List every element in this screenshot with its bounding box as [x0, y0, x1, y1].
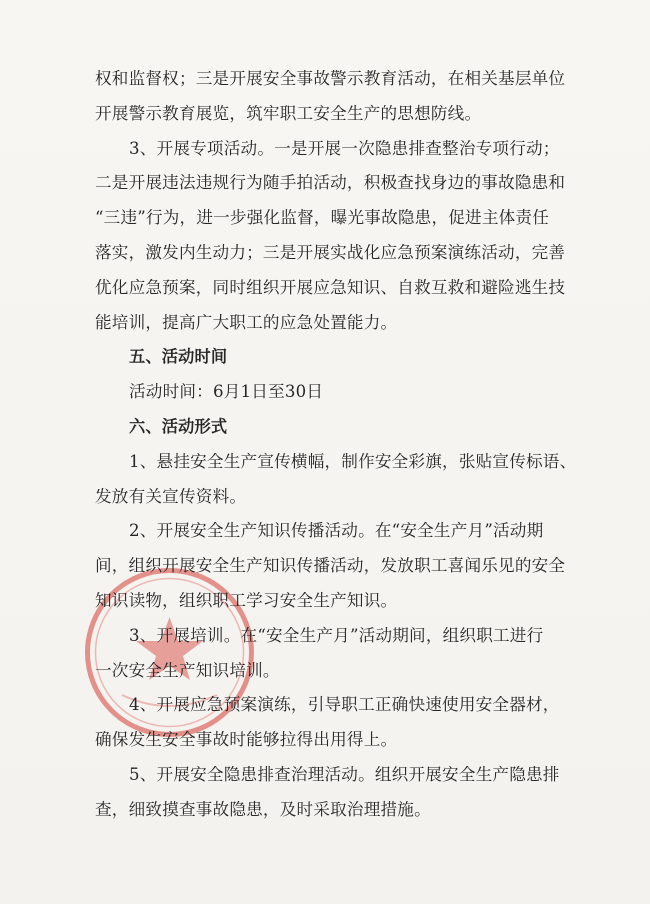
- body-line: 确保发生安全事故时能够拉得出用得上。: [95, 730, 398, 750]
- body-line: 发放有关宣传资料。: [95, 486, 247, 506]
- body-line: 能培训，提高广大职工的应急处置能力。: [95, 312, 398, 332]
- body-line: 活动时间：6月1日至30日: [129, 382, 324, 402]
- body-line: 知识读物，组织职工学习安全生产知识。: [95, 590, 398, 610]
- body-line: 5、开展安全隐患排查治理活动。组织开展安全生产隐患排: [129, 764, 560, 784]
- body-line: 优化应急预案，同时组织开展应急知识、自救互救和避险逃生技: [95, 277, 566, 297]
- body-line: 3、开展培训。在“安全生产月”活动期间，组织职工进行: [129, 625, 544, 645]
- document-body: [95, 62, 577, 828]
- body-line: 权和监督权；三是开展安全事故警示教育活动，在相关基层单位: [95, 69, 566, 88]
- body-line: 2、开展安全生产知识传播活动。在“安全生产月”活动期: [129, 521, 544, 541]
- section-heading: 六、活动形式: [129, 416, 228, 436]
- body-line: 4、开展应急预案演练，引导职工正确快速使用安全器材，: [129, 695, 560, 715]
- body-line: 开展警示教育展览，筑牢职工安全生产的思想防线。: [95, 103, 482, 123]
- body-line: “三违”行为，进一步强化监督，曝光事故隐患，促进主体责任: [95, 208, 550, 228]
- body-line: 落实，激发内生动力；三是开展实战化应急预案演练活动，完善: [95, 242, 566, 262]
- body-line: 间，组织开展安全生产知识传播活动，发放职工喜闻乐见的安全: [95, 556, 566, 576]
- body-line: 3、开展专项活动。一是开展一次隐患排查整治专项行动；: [129, 138, 560, 158]
- body-line: 一次安全生产知识培训。: [95, 660, 280, 680]
- body-line: 二是开展违法违规行为随手拍活动，积极查找身边的事故隐患和: [95, 173, 566, 193]
- body-line: 1、悬挂安全生产宣传横幅，制作安全彩旗，张贴宣传标语、: [129, 451, 577, 471]
- section-heading: 五、活动时间: [129, 347, 228, 367]
- body-line: 查，细致摸查事故隐患，及时采取治理措施。: [95, 799, 431, 819]
